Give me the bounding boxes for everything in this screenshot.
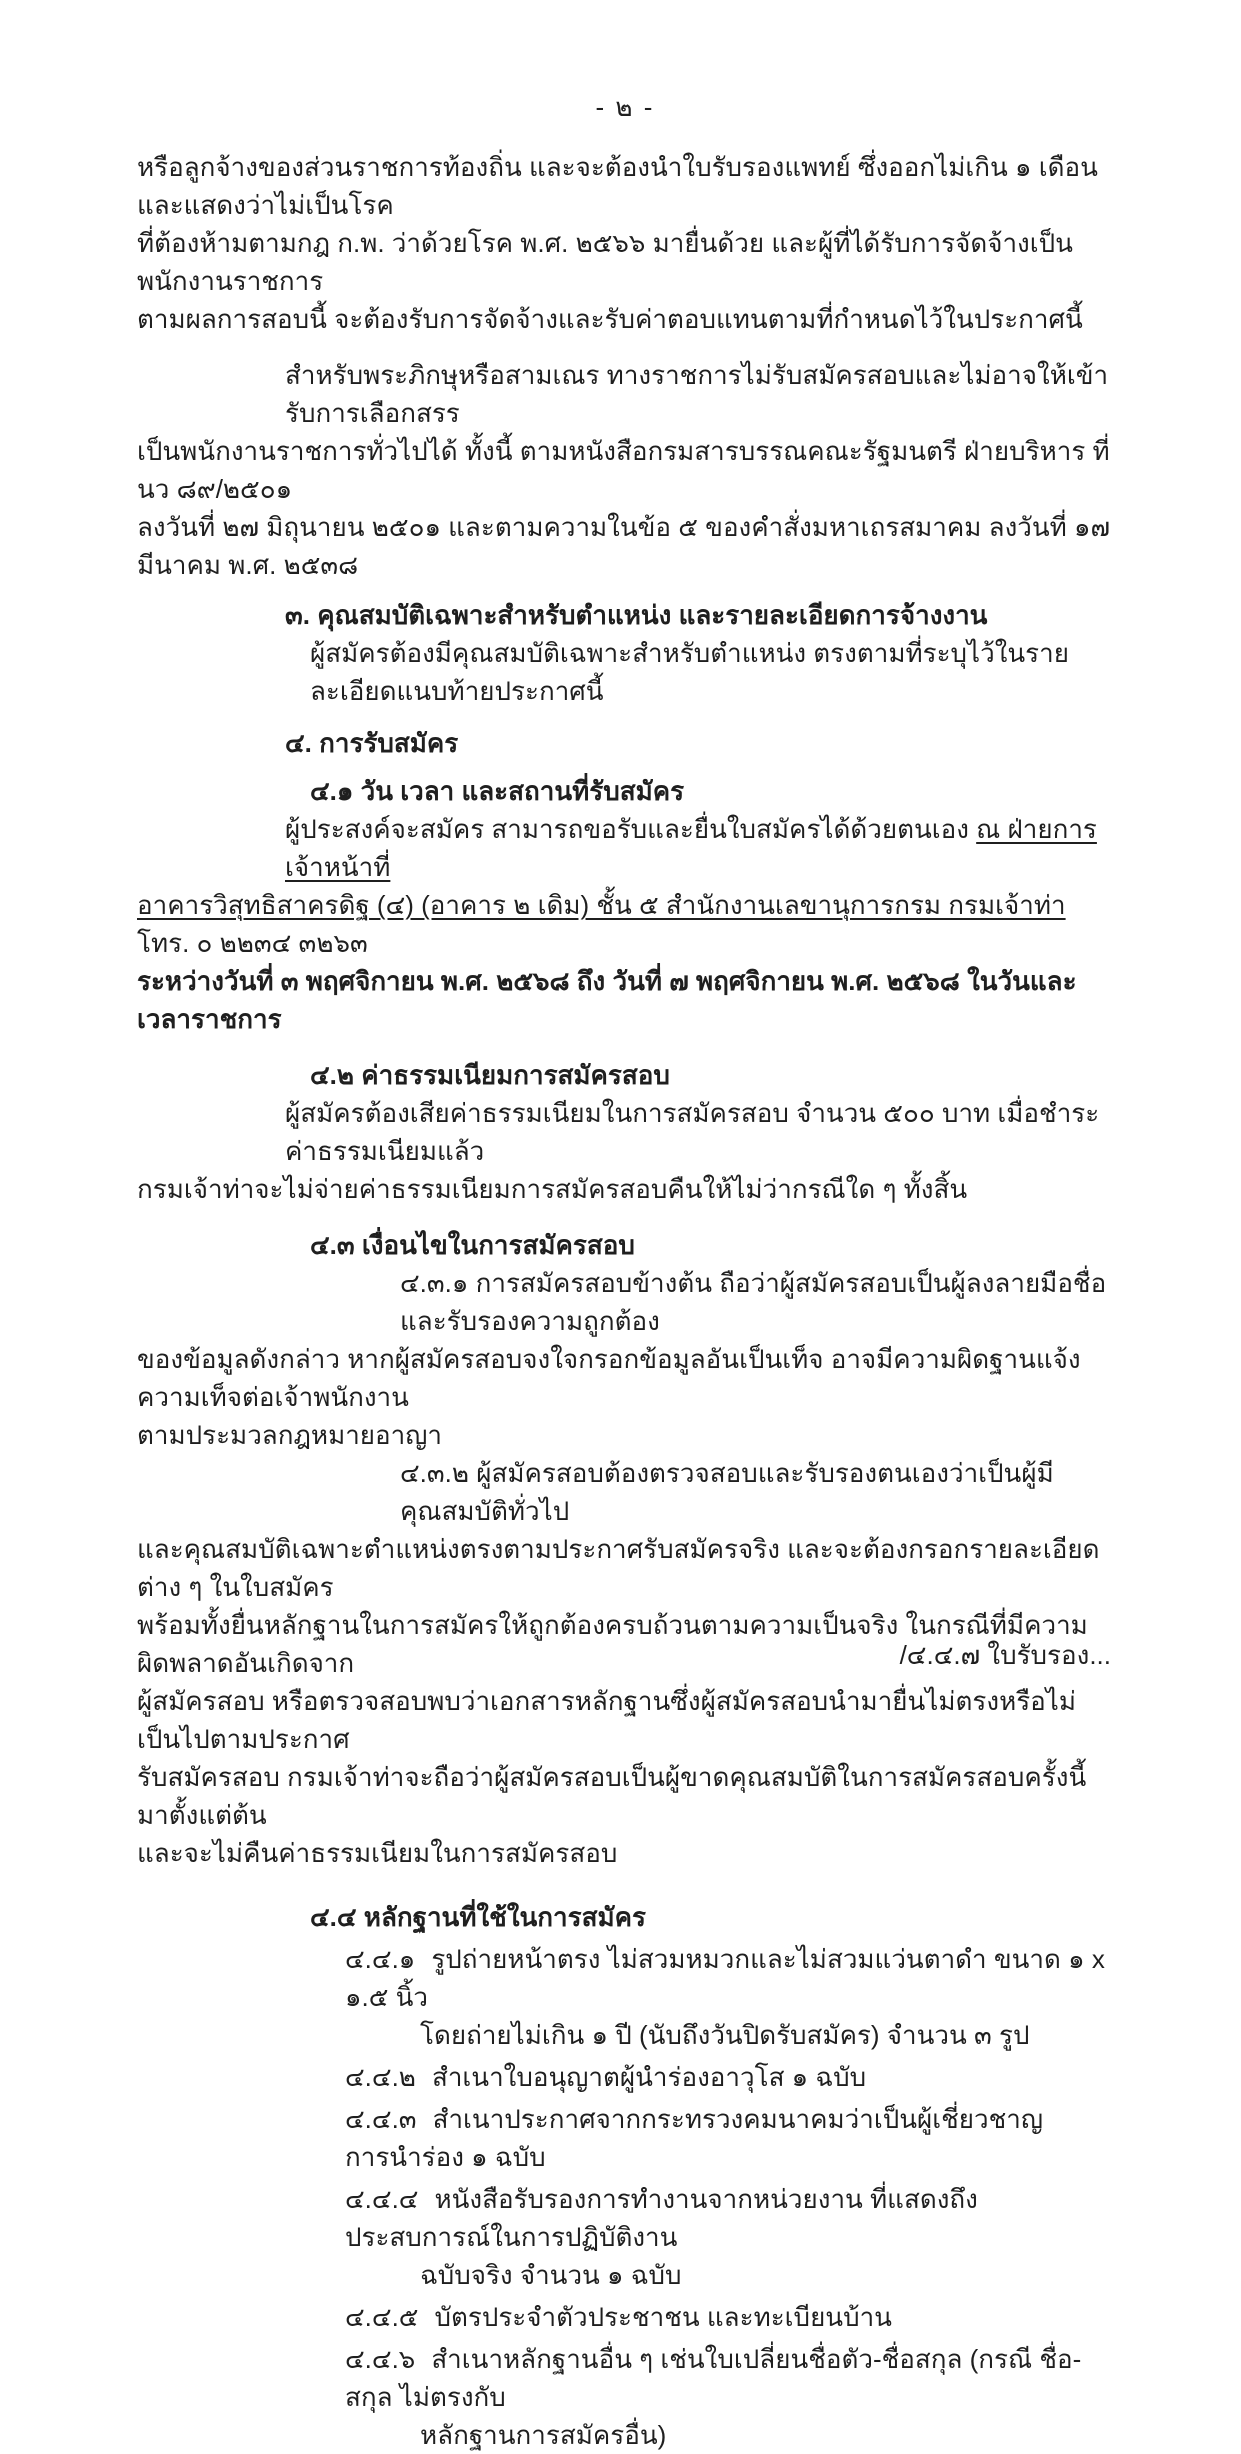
section-4-2-paragraph xyxy=(137,1094,1113,1208)
application-dates-line: ระหว่างวันที่ ๓ พฤศจิกายน พ.ศ. ๒๕๖๘ ถึง วันที่ ๗ พฤศจิกายน พ.ศ. ๒๕๖๘ ในวันและเวลาราชการ xyxy=(137,966,1077,1034)
section-4-heading: ๔. การรับสมัคร xyxy=(285,728,459,758)
text-line xyxy=(285,810,1113,886)
text-segment: ผู้ประสงค์จะสมัคร สามารถขอรับและยื่นใบสมัครได้ด้วยตนเอง xyxy=(285,814,977,844)
section-4-4-heading: ๔.๔ หลักฐานที่ใช้ในการสมัคร xyxy=(310,1902,646,1932)
item-text: รูปถ่ายหน้าตรง ไม่สวมหมวกและไม่สวมแว่นตาดำ ขนาด ๑ x ๑.๕ นิ้ว xyxy=(345,1944,1105,2012)
text-line: พร้อมทั้งยื่นหลักฐานในการสมัครให้ถูกต้องครบถ้วนตามความเป็นจริง ในกรณีที่มีความผิดพลาดอันเกิดจาก xyxy=(137,1610,1088,1678)
text-line: สำหรับพระภิกษุหรือสามเณร ทางราชการไม่รับสมัครสอบและไม่อาจให้เข้ารับการเลือกสรร xyxy=(285,360,1109,428)
text-line: ตามผลการสอบนี้ จะต้องรับการจัดจ้างและรับค่าตอบแทนตามที่กำหนดไว้ในประกาศนี้ xyxy=(137,304,1083,334)
text-line: และจะไม่คืนค่าธรรมเนียมในการสมัครสอบ xyxy=(137,1838,618,1868)
item-text: สำเนาใบอนุญาตผู้นำร่องอาวุโส ๑ ฉบับ xyxy=(431,2062,867,2092)
text-line: ลงวันที่ ๒๗ มิถุนายน ๒๕๐๑ และตามความในข้อ ๕ ของคำสั่งมหาเถรสมาคม ลงวันที่ ๑๗ มีนาคม พ.ศ. ๒๕๓๘ xyxy=(137,512,1111,580)
underlined-text: ณ ฝ่ายการเจ้าหน้าที่ xyxy=(285,814,1097,882)
item-text: หนังสือรับรองการทำงานจากหน่วยงาน ที่แสดงถึงประสบการณ์ในการปฏิบัติงาน xyxy=(345,2184,978,2252)
evidence-item-444 xyxy=(345,2180,1113,2256)
evidence-item-441 xyxy=(345,1940,1113,2016)
section-4-3-heading: ๔.๓ เงื่อนไขในการสมัครสอบ xyxy=(310,1230,635,1260)
text-line: เป็นพนักงานราชการทั่วไปได้ ทั้งนี้ ตามหนังสือกรมสารบรรณคณะรัฐมนตรี ฝ่ายบริหาร ที่ นว ๘๙/๒๕๐๑ xyxy=(137,436,1110,504)
page-continuation-note: /๔.๔.๗ ใบรับรอง... xyxy=(899,1640,1111,1670)
section-4-1-heading: ๔.๑ วัน เวลา และสถานที่รับสมัคร xyxy=(310,776,685,806)
item-number: ๔.๔.๒ xyxy=(345,2062,416,2092)
monk-paragraph xyxy=(137,356,1113,584)
item-number: ๔.๔.๔ xyxy=(345,2184,419,2214)
item-text: บัตรประจำตัวประชาชน และทะเบียนบ้าน xyxy=(434,2302,892,2332)
evidence-item-441-continuation: โดยถ่ายไม่เกิน ๑ ปี (นับถึงวันปิดรับสมัคร) จำนวน ๓ รูป xyxy=(420,2020,1030,2050)
section-3-body: ผู้สมัครต้องมีคุณสมบัติเฉพาะสำหรับตำแหน่ง ตรงตามที่ระบุไว้ในรายละเอียดแนบท้ายประกาศนี้ xyxy=(310,638,1069,706)
text-line: และคุณสมบัติเฉพาะตำแหน่งตรงตามประกาศรับสมัครจริง และจะต้องกรอกรายละเอียดต่าง ๆ ในใบสมัคร xyxy=(137,1534,1100,1602)
section-3-heading: ๓. คุณสมบัติเฉพาะสำหรับตำแหน่ง และรายละเอียดการจ้างงาน xyxy=(285,600,988,630)
item-text: สำเนาประกาศจากกระทรวงคมนาคมว่าเป็นผู้เชี่ยวชาญการนำร่อง ๑ ฉบับ xyxy=(345,2104,1044,2172)
phone-number-text: โทร. ๐ ๒๒๓๔ ๓๒๖๓ xyxy=(137,928,368,958)
item-number: ๔.๔.๓ xyxy=(345,2104,417,2134)
item-text: สำเนาหลักฐานอื่น ๆ เช่นใบเปลี่ยนชื่อตัว-ชื่อสกุล (กรณี ชื่อ-สกุล ไม่ตรงกับ xyxy=(345,2344,1082,2412)
page-number: - ๒ - xyxy=(595,92,655,122)
text-line: ผู้สมัครต้องเสียค่าธรรมเนียมในการสมัครสอบ จำนวน ๕๐๐ บาท เมื่อชำระค่าธรรมเนียมแล้ว xyxy=(285,1098,1100,1166)
text-line: กรมเจ้าท่าจะไม่จ่ายค่าธรรมเนียมการสมัครสอบคืนให้ไม่ว่ากรณีใด ๆ ทั้งสิ้น xyxy=(137,1174,968,1204)
text-line: ที่ต้องห้ามตามกฎ ก.พ. ว่าด้วยโรค พ.ศ. ๒๕๖๖ มายื่นด้วย และผู้ที่ได้รับการจัดจ้างเป็นพนักงานราชการ xyxy=(137,228,1073,296)
evidence-item-442 xyxy=(345,2058,1113,2096)
text-line: ๔.๓.๒ ผู้สมัครสอบต้องตรวจสอบและรับรองตนเองว่าเป็นผู้มีคุณสมบัติทั่วไป xyxy=(400,1458,1054,1526)
evidence-list xyxy=(137,1940,1113,2454)
text-line: ของข้อมูลดังกล่าว หากผู้สมัครสอบจงใจกรอกข้อมูลอันเป็นเท็จ อาจมีความผิดฐานแจ้งความเท็จต่อเจ้าพนักงาน xyxy=(137,1344,1081,1412)
evidence-item-445 xyxy=(345,2298,1113,2336)
section-4-3-1-paragraph xyxy=(137,1264,1113,1454)
text-line xyxy=(137,886,1113,962)
underlined-text: อาคารวิสุทธิสาครดิฐ (๔) (อาคาร ๒ เดิม) ชั้น ๕ สำนักงานเลขานุการกรม กรมเจ้าท่า xyxy=(137,890,1066,920)
evidence-item-446 xyxy=(345,2340,1113,2416)
text-line: ตามประมวลกฎหมายอาญา xyxy=(137,1420,443,1450)
item-number: ๔.๔.๖ xyxy=(345,2344,416,2374)
evidence-item-443 xyxy=(345,2100,1113,2176)
item-number: ๔.๔.๑ xyxy=(345,1944,416,1974)
intro-paragraph xyxy=(137,148,1113,338)
item-number: ๔.๔.๕ xyxy=(345,2302,419,2332)
section-4-2-heading: ๔.๒ ค่าธรรมเนียมการสมัครสอบ xyxy=(310,1060,670,1090)
text-line: ๔.๓.๑ การสมัครสอบข้างต้น ถือว่าผู้สมัครสอบเป็นผู้ลงลายมือชื่อและรับรองความถูกต้อง xyxy=(400,1268,1107,1336)
text-line: รับสมัครสอบ กรมเจ้าท่าจะถือว่าผู้สมัครสอบเป็นผู้ขาดคุณสมบัติในการสมัครสอบครั้งนี้มาตั้งแต่ต้น xyxy=(137,1762,1087,1830)
text-line: ผู้สมัครสอบ หรือตรวจสอบพบว่าเอกสารหลักฐานซึ่งผู้สมัครสอบนำมายื่นไม่ตรงหรือไม่เป็นไปตามประกาศ xyxy=(137,1686,1076,1754)
section-4-1-paragraph xyxy=(137,810,1113,1038)
evidence-item-446-continuation: หลักฐานการสมัครอื่น) xyxy=(420,2420,667,2450)
text-line: หรือลูกจ้างของส่วนราชการท้องถิ่น และจะต้องนำใบรับรองแพทย์ ซึ่งออกไม่เกิน ๑ เดือน และแสดงว่าไม่เป็นโรค xyxy=(137,152,1098,220)
evidence-item-444-continuation: ฉบับจริง จำนวน ๑ ฉบับ xyxy=(420,2260,682,2290)
